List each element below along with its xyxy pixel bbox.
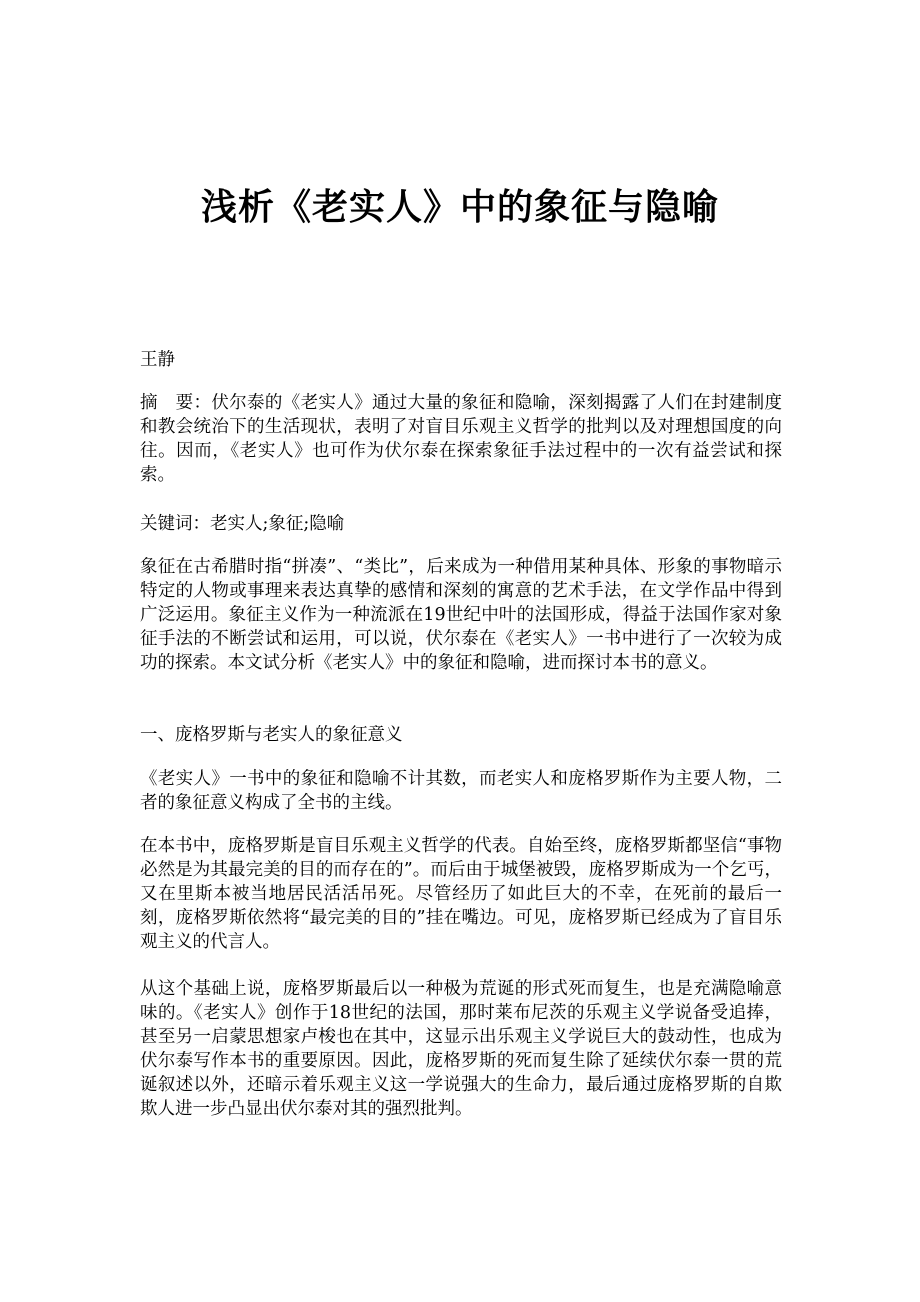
author-name: 王静 bbox=[140, 350, 175, 370]
body-paragraph: 在本书中，庞格罗斯是盲目乐观主义哲学的代表。自始至终，庞格罗斯都坚信“事物必然是为其最完美的目的而存在的”。而后由于城堡被毁，庞格罗斯成为一个乞丐，又在里斯本被当地居民活活吊死。尽管经历了如此巨大的不幸，在死前的最后一刻，庞格罗斯依然将“最完美的目的”挂在嘴边。可见，庞格罗斯已经成为了盲目乐观主义的代言人。 bbox=[140, 836, 782, 952]
body-paragraph-intro: 象征在古希腊时指“拼凑”、“类比”，后来成为一种借用某种具体、形象的事物暗示特定的人物或事理来表达真挚的感情和深刻的寓意的艺术手法，在文学作品中得到广泛运用。象征主义作为一种流派在19世纪中叶的法国形成，得益于法国作家对象征手法的不断尝试和运用，可以说，伏尔泰在《老实人》一书中进行了一次较为成功的探索。本文试分析《老实人》中的象征和隐喻，进而探讨本书的意义。 bbox=[140, 557, 782, 673]
document-title: 浅析《老实人》中的象征与隐喻 bbox=[200, 187, 719, 228]
body-paragraph: 《老实人》一书中的象征和隐喻不计其数，而老实人和庞格罗斯作为主要人物，二者的象征意义构成了全书的主线。 bbox=[140, 769, 782, 813]
abstract-paragraph: 摘 要：伏尔泰的《老实人》通过大量的象征和隐喻，深刻揭露了人们在封建制度和教会统治下的生活现状，表明了对盲目乐观主义哲学的批判以及对理想国度的向往。因而，《老实人》也可作为伏尔泰在探索象征手法过程中的一次有益尝试和探索。 bbox=[140, 393, 782, 485]
keywords-line: 关键词：老实人;象征;隐喻 bbox=[140, 514, 345, 534]
section-heading: 一、庞格罗斯与老实人的象征意义 bbox=[140, 725, 403, 745]
body-paragraph: 从这个基础上说，庞格罗斯最后以一种极为荒诞的形式死而复生，也是充满隐喻意味的。《老实人》创作于18世纪的法国，那时莱布尼茨的乐观主义学说备受追捧，甚至另一启蒙思想家卢梭也在其中，这显示出乐观主义学说巨大的鼓动性，也成为伏尔泰写作本书的重要原因。因此，庞格罗斯的死而复生除了延续伏尔泰一贯的荒诞叙述以外，还暗示着乐观主义这一学说强大的生命力，最后通过庞格罗斯的自欺欺人进一步凸显出伏尔泰对其的强烈批判。 bbox=[140, 979, 782, 1119]
